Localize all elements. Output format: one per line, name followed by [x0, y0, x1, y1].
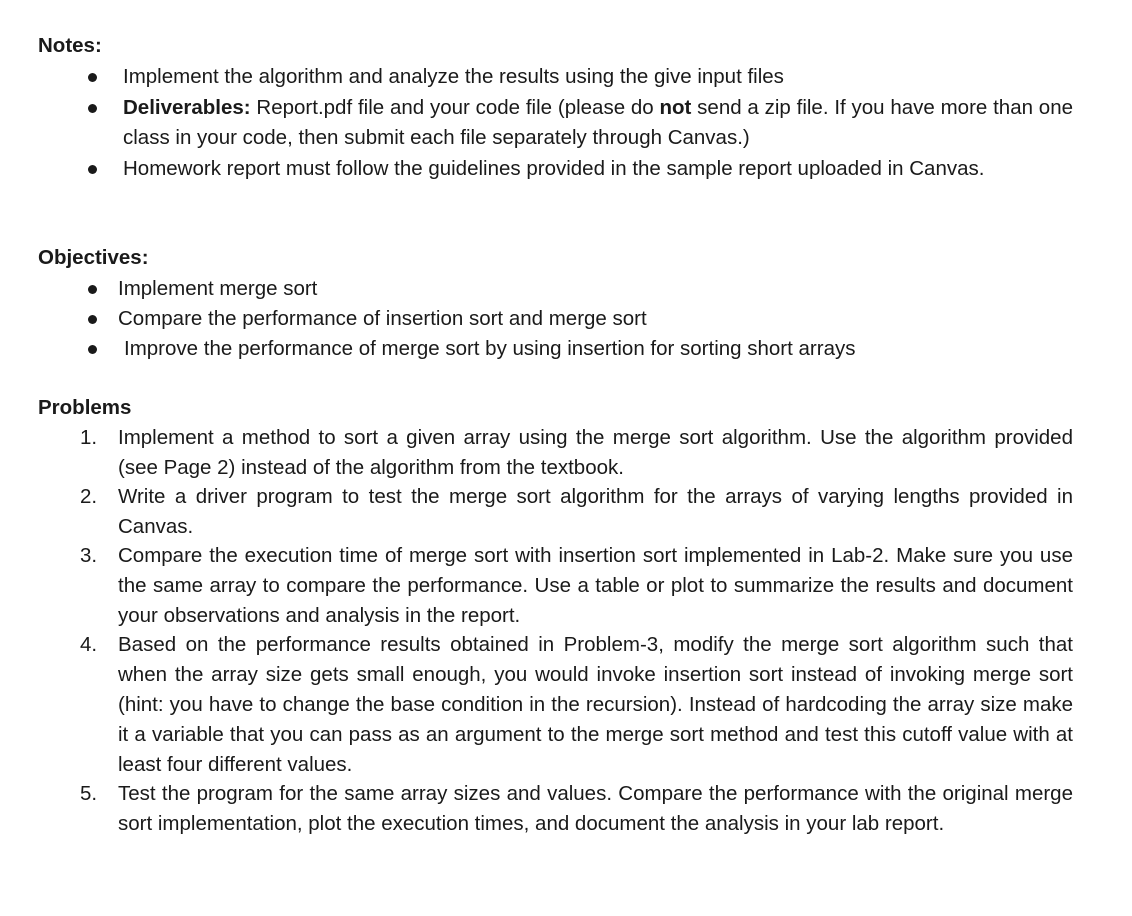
problem-number: 1. — [80, 426, 98, 449]
problem-number: 3. — [80, 544, 98, 567]
objectives-item-text: Implement merge sort — [118, 277, 318, 300]
bullet-icon — [88, 285, 97, 294]
notes-item-text: Homework report must follow the guidelines provided in the sample report uploaded in Canvas. — [123, 157, 985, 180]
problem-text: Based on the performance results obtained in Problem-3, modify the merge sort algorithm such that when the array size gets small enough, you would invoke insertion sort instead of invoking merge sort (hint: you have to change the base condition in the recursion). Instead of hardcoding the array size make it a variable that you can pass as an argument to the merge sort method and test this cutoff value with at least four different values. — [118, 633, 1073, 776]
problem-text: Test the program for the same array sizes and values. Compare the performance with the original merge sort implementation, plot the execution times, and document the analysis in your lab report. — [118, 782, 1073, 835]
bullet-icon — [88, 345, 97, 354]
bullet-icon — [88, 73, 97, 82]
problem-number: 5. — [80, 782, 98, 805]
problem-number: 4. — [80, 633, 98, 656]
objectives-item-text: Compare the performance of insertion sort and merge sort — [118, 307, 647, 330]
emphasis-not: not — [659, 96, 692, 119]
objectives-heading: Objectives: — [38, 246, 149, 269]
notes-item-text: Deliverables: Report.pdf file and your code file (please do not send a zip file. If you have more than one class in your code, then submit each file separately through Canvas.) — [123, 96, 1073, 149]
bullet-icon — [88, 165, 97, 174]
notes-heading: Notes: — [38, 34, 102, 57]
notes-item-text: Implement the algorithm and analyze the results using the give input files — [123, 65, 784, 88]
deliverables-label: Deliverables: — [123, 96, 251, 119]
problem-number: 2. — [80, 485, 98, 508]
problem-text: Compare the execution time of merge sort with insertion sort implemented in Lab-2. Make sure you use the same array to compare the performance. Use a table or plot to summarize the results and document your observations and analysis in the report. — [118, 544, 1073, 627]
objectives-item-text: Improve the performance of merge sort by using insertion for sorting short arrays — [124, 337, 856, 360]
bullet-icon — [88, 104, 97, 113]
problem-text: Implement a method to sort a given array using the merge sort algorithm. Use the algorithm provided (see Page 2) instead of the algorithm from the textbook. — [118, 426, 1073, 479]
bullet-icon — [88, 315, 97, 324]
problems-heading: Problems — [38, 396, 132, 419]
problem-text: Write a driver program to test the merge sort algorithm for the arrays of varying lengths provided in Canvas. — [118, 485, 1073, 538]
